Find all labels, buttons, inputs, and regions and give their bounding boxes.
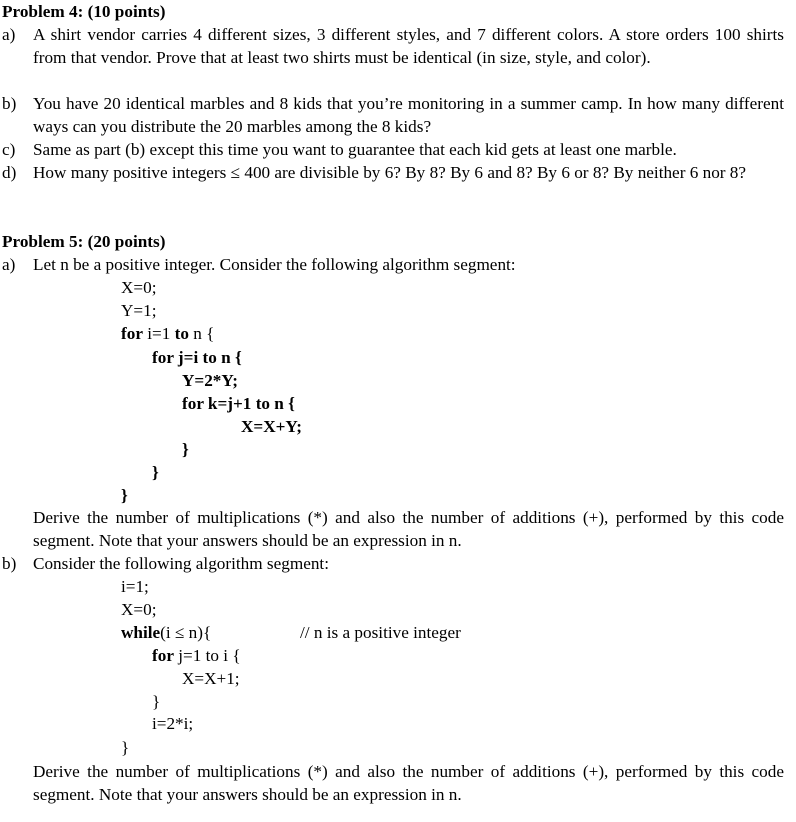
- part-letter: c): [2, 140, 16, 159]
- part-text: How many positive integers ≤ 400 are divisible by 6? By 8? By 6 and 8? By 6 or 8? By neither 6 nor 8?: [33, 163, 747, 182]
- code-line: X=0;: [121, 278, 157, 297]
- code-line: for j=i to n {: [152, 348, 242, 367]
- part-letter: b): [2, 94, 17, 113]
- part-letter: a): [2, 25, 16, 44]
- code-line: }: [152, 463, 159, 482]
- code-keyword: while: [121, 623, 161, 642]
- code-text: n {: [188, 324, 215, 343]
- problem-5-part-a-intro: [2, 253, 784, 276]
- code-line: [121, 322, 214, 345]
- code-line: }: [121, 486, 128, 505]
- part-letter: d): [2, 163, 17, 182]
- code-line: }: [121, 738, 130, 757]
- code-keyword: for: [152, 646, 174, 665]
- code-line: [121, 621, 211, 644]
- part-text: Let n be a positive integer. Consider the following algorithm segment:: [33, 255, 516, 274]
- code-line: X=X+1;: [182, 669, 240, 688]
- problem-4-part-d: [2, 161, 784, 184]
- problem-4-title: Problem 4: (10 points): [2, 2, 166, 21]
- problem-4-part-b: [2, 92, 784, 138]
- code-line: i=2*i;: [152, 714, 194, 733]
- code-line: X=X+Y;: [241, 417, 302, 436]
- part-text: A shirt vendor carries 4 different sizes, 3 different styles, and 7 different colors. A store orders 100 shirts from that vendor. Prove that at least two shirts must be identical (in size, style, and color).: [33, 25, 784, 68]
- code-keyword: to: [174, 324, 189, 343]
- code-line: i=1;: [121, 577, 149, 596]
- code-keyword: for: [121, 324, 143, 343]
- problem-4-part-c: [2, 138, 784, 161]
- problem-5-part-b-intro: [2, 552, 784, 575]
- problem-4-part-a: [2, 23, 784, 69]
- code-line: }: [182, 440, 189, 459]
- part-text: Consider the following algorithm segment:: [33, 554, 329, 573]
- code-comment: // n is a positive integer: [300, 623, 461, 642]
- code-line: [152, 644, 241, 667]
- code-line: }: [152, 692, 161, 711]
- part-text: Same as part (b) except this time you want to guarantee that each kid gets at least one marble.: [33, 140, 677, 159]
- code-line: Y=2*Y;: [182, 371, 238, 390]
- code-line: X=0;: [121, 600, 157, 619]
- part-text: Derive the number of multiplications (*) and also the number of additions (+), performed by this code segment. Note that your answers should be an expression in n.: [33, 508, 784, 551]
- code-text: i=1: [142, 324, 175, 343]
- problem-5-title: Problem 5: (20 points): [2, 232, 166, 251]
- code-line: Y=1;: [121, 301, 157, 320]
- code-text: j=1 to i {: [173, 646, 241, 665]
- problem-5-part-b-question: [2, 760, 784, 806]
- problem-5-part-a-question: [2, 506, 784, 552]
- code-line: for k=j+1 to n {: [182, 394, 295, 413]
- code-text: (i ≤ n){: [160, 623, 212, 642]
- part-letter: a): [2, 255, 16, 274]
- part-text: You have 20 identical marbles and 8 kids that you’re monitoring in a summer camp. In how many different ways can you distribute the 20 marbles among the 8 kids?: [33, 94, 784, 137]
- part-letter: b): [2, 554, 17, 573]
- part-text: Derive the number of multiplications (*) and also the number of additions (+), performed by this code segment. Note that your answers should be an expression in n.: [33, 762, 784, 805]
